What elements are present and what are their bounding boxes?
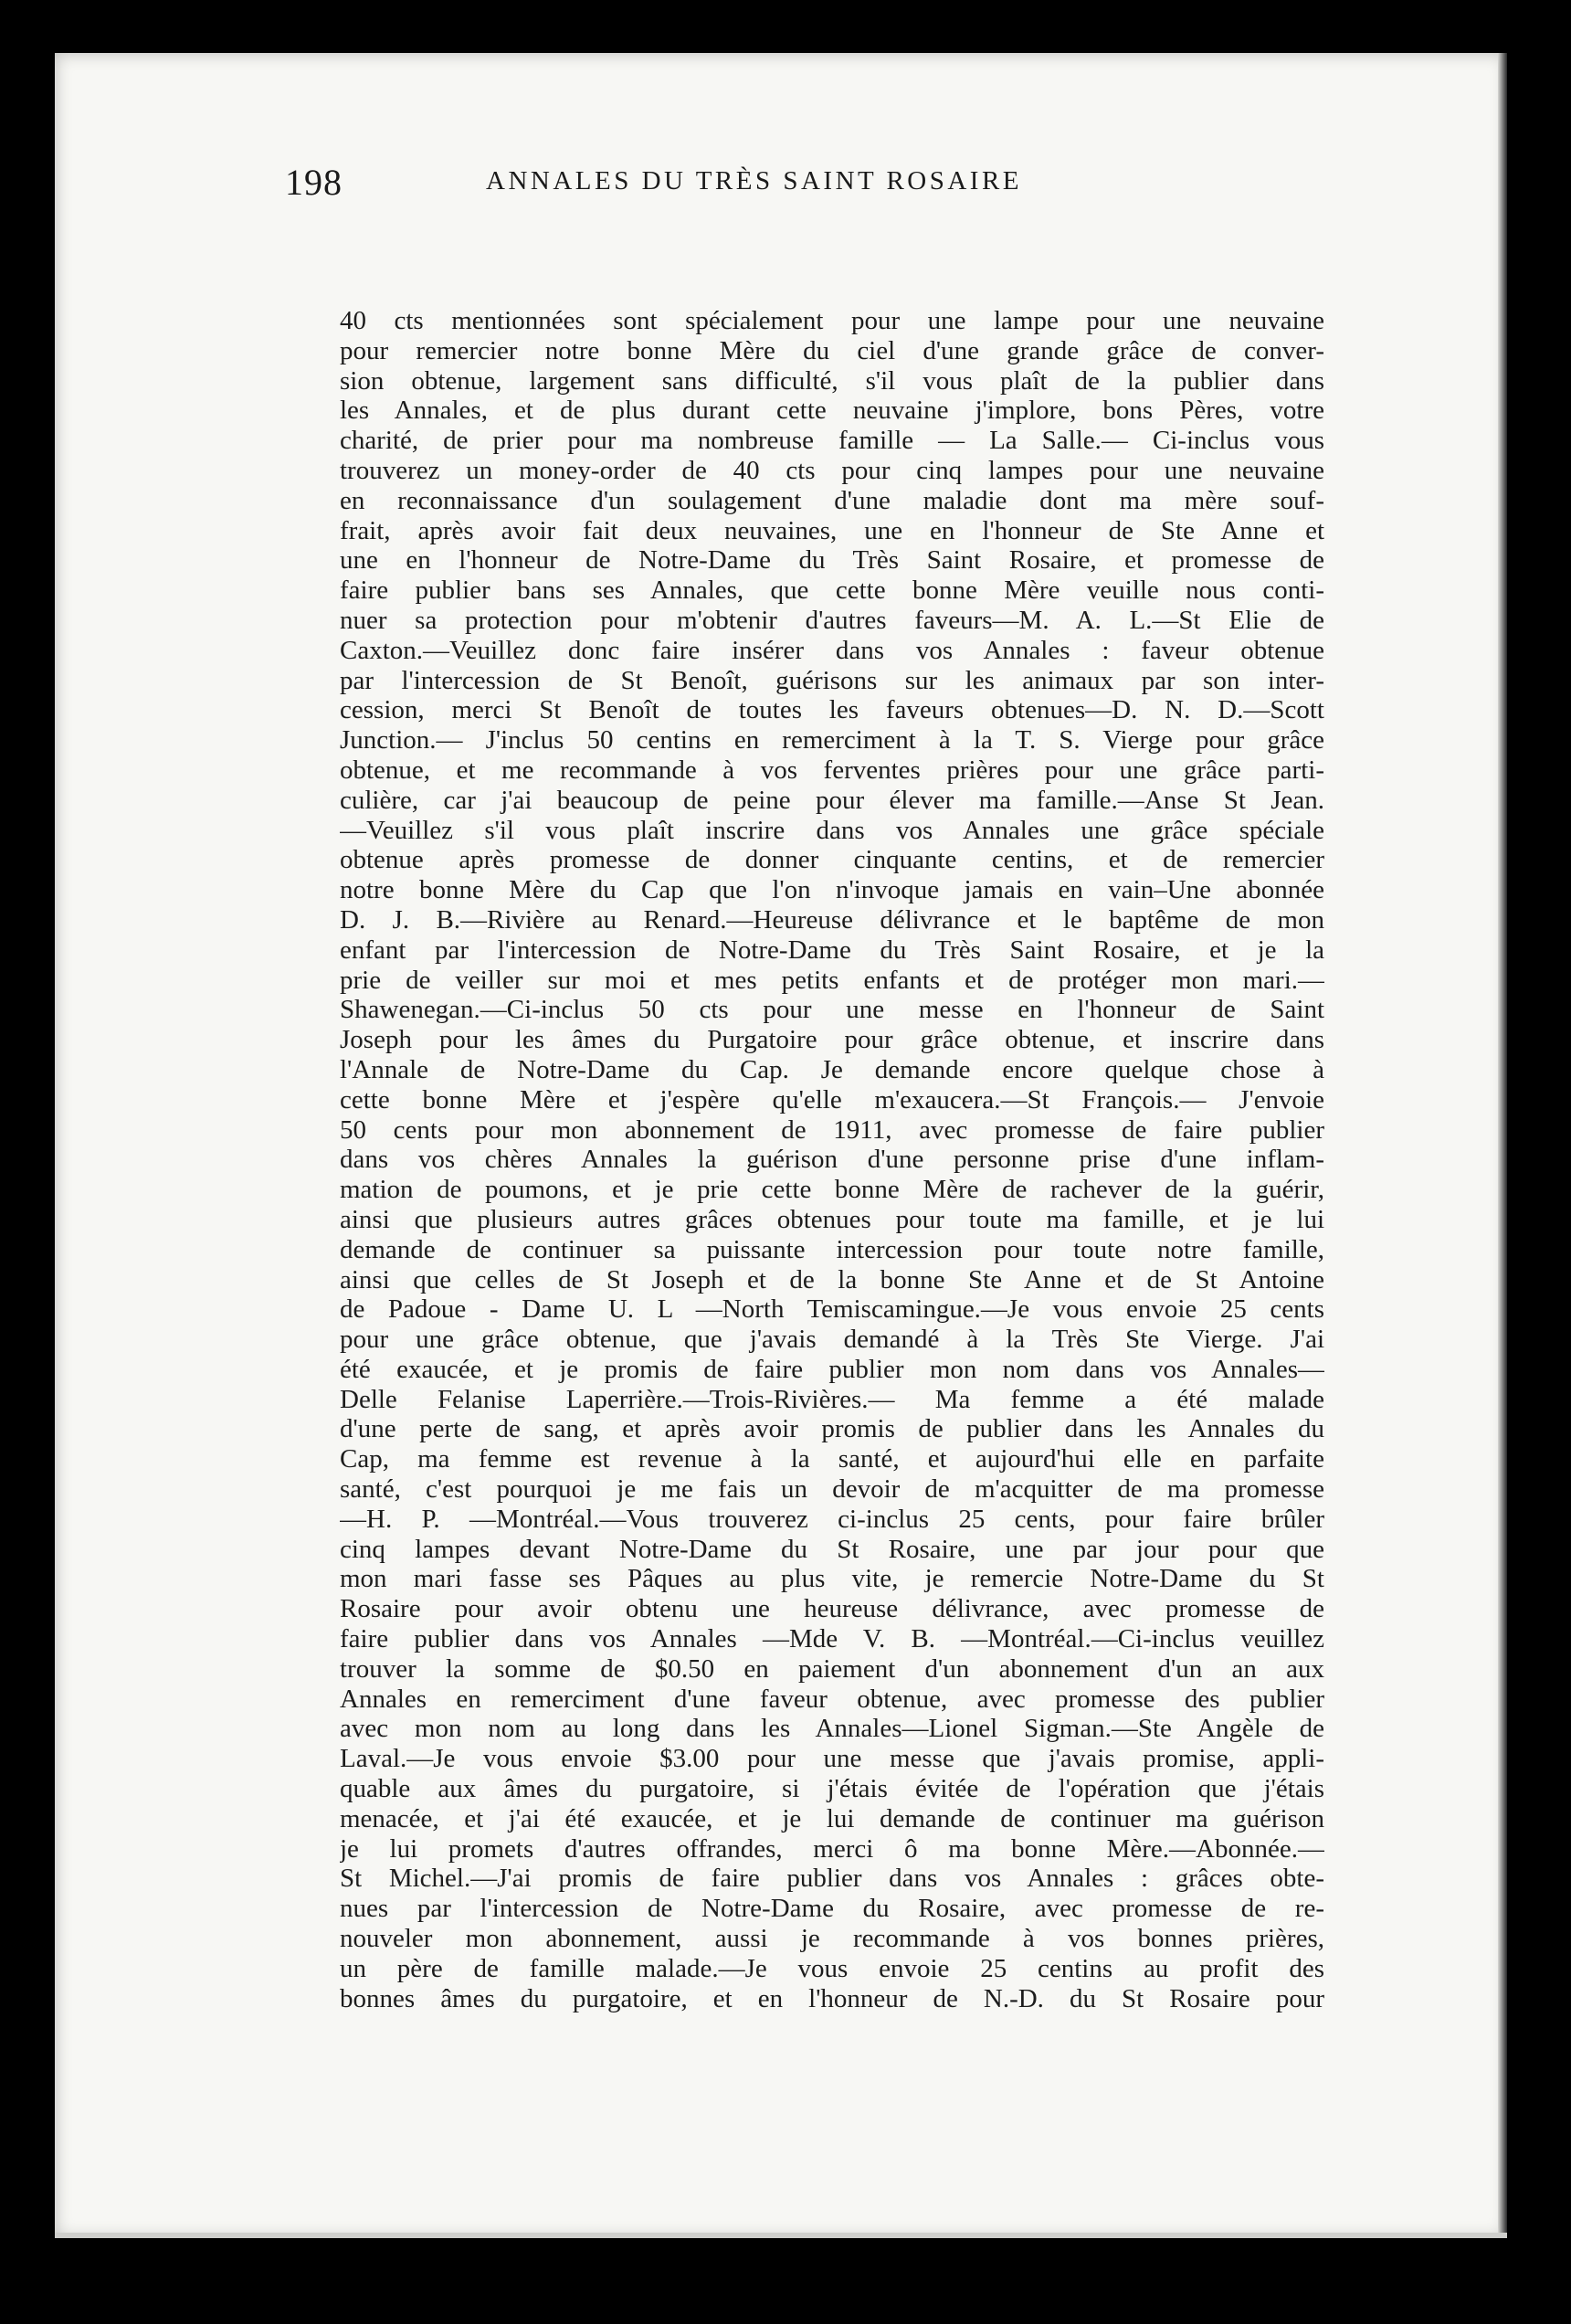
page-edge-shadow — [1498, 53, 1507, 2238]
text-line: Rosaire pour avoir obtenu une heureuse délivrance, avec promesse de — [340, 1594, 1324, 1624]
running-title: ANNALES DU TRÈS SAINT ROSAIRE — [486, 166, 1023, 195]
page-header — [285, 161, 1198, 225]
text-line: 40 cts mentionnées sont spécialement pour une lampe pour une neuvaine — [340, 306, 1324, 335]
page-bottom-edge — [55, 2233, 1507, 2238]
text-line: par l'intercession de St Benoît, guérisons sur les animaux par son inter- — [340, 665, 1324, 695]
text-line: je lui promets d'autres offrandes, merci ô ma bonne Mère.—Abonnée.— — [340, 1833, 1324, 1864]
text-line: charité, de prier pour ma nombreuse famille — La Salle.— Ci-inclus vous — [340, 426, 1324, 456]
text-line: mation de poumons, et je prie cette bonne Mère de rachever de la guérir, — [340, 1175, 1324, 1205]
text-line: trouverez un money-order de 40 cts pour cinq lampes pour une neuvaine — [340, 455, 1324, 485]
text-line: dans vos chères Annales la guérison d'une personne prise d'une inflam- — [340, 1145, 1324, 1175]
text-line: avec mon nom au long dans les Annales—Lionel Sigman.—Ste Angèle de — [340, 1714, 1324, 1744]
text-line: —H. P. —Montréal.—Vous trouverez ci-inclus 25 cents, pour faire brûler — [340, 1504, 1324, 1534]
text-line: Annales en remerciment d'une faveur obtenue, avec promesse des publier — [340, 1684, 1324, 1714]
text-line: faire publier bans ses Annales, que cette bonne Mère veuille nous conti- — [340, 576, 1324, 606]
text-line: notre bonne Mère du Cap que l'on n'invoque jamais en vain–Une abonnée — [340, 875, 1324, 905]
text-line: Caxton.—Veuillez donc faire insérer dans vos Annales : faveur obtenue — [340, 635, 1324, 665]
body-text — [340, 306, 1324, 2013]
text-line: une en l'honneur de Notre-Dame du Très Saint Rosaire, et promesse de — [340, 545, 1324, 576]
text-line: Junction.— J'inclus 50 centins en remerciment à la T. S. Vierge pour grâce — [340, 725, 1324, 755]
text-line: menacée, et j'ai été exaucée, et je lui demande de continuer ma guérison — [340, 1803, 1324, 1833]
text-line: les Annales, et de plus durant cette neuvaine j'implore, bons Pères, votre — [340, 396, 1324, 426]
text-line: Cap, ma femme est revenue à la santé, et aujourd'hui elle en parfaite — [340, 1444, 1324, 1474]
text-line: nouveler mon abonnement, aussi je recommande à vos bonnes prières, — [340, 1924, 1324, 1954]
text-line: été exaucée, et je promis de faire publier mon nom dans vos Annales— — [340, 1354, 1324, 1384]
text-line: Delle Felanise Laperrière.—Trois-Rivières.— Ma femme a été malade — [340, 1384, 1324, 1414]
text-line: frait, après avoir fait deux neuvaines, une en l'honneur de Ste Anne et — [340, 515, 1324, 545]
text-line: de Padoue - Dame U. L —North Temiscamingue.—Je vous envoie 25 cents — [340, 1294, 1324, 1325]
text-line: ainsi que celles de St Joseph et de la bonne Ste Anne et de St Antoine — [340, 1264, 1324, 1294]
text-line: St Michel.—J'ai promis de faire publier dans vos Annales : grâces obte- — [340, 1864, 1324, 1894]
text-line: un père de famille malade.—Je vous envoie 25 centins au profit des — [340, 1953, 1324, 1983]
text-line: 50 cents pour mon abonnement de 1911, avec promesse de faire publier — [340, 1114, 1324, 1145]
text-line: nues par l'intercession de Notre-Dame du Rosaire, avec promesse de re- — [340, 1894, 1324, 1924]
page-number: 198 — [285, 162, 343, 203]
text-line: nuer sa protection pour m'obtenir d'autres faveurs—M. A. L.—St Elie de — [340, 605, 1324, 635]
text-line: l'Annale de Notre-Dame du Cap. Je demande encore quelque chose à — [340, 1054, 1324, 1084]
text-line: Shawenegan.—Ci-inclus 50 cts pour une messe en l'honneur de Saint — [340, 995, 1324, 1025]
text-line: cession, merci St Benoît de toutes les faveurs obtenues—D. N. D.—Scott — [340, 695, 1324, 725]
text-line: santé, c'est pourquoi je me fais un devoir de m'acquitter de ma promesse — [340, 1474, 1324, 1505]
text-line: Joseph pour les âmes du Purgatoire pour grâce obtenue, et inscrire dans — [340, 1025, 1324, 1055]
text-line: cette bonne Mère et j'espère qu'elle m'exaucera.—St François.— J'envoie — [340, 1084, 1324, 1114]
text-line: cinq lampes devant Notre-Dame du St Rosaire, une par jour pour que — [340, 1534, 1324, 1564]
text-line: demande de continuer sa puissante intercession pour toute notre famille, — [340, 1234, 1324, 1264]
text-line: ainsi que plusieurs autres grâces obtenues pour toute ma famille, et je lui — [340, 1204, 1324, 1234]
text-line: D. J. B.—Rivière au Renard.—Heureuse délivrance et le baptême de mon — [340, 904, 1324, 935]
text-line: quable aux âmes du purgatoire, si j'étais évitée de l'opération que j'étais — [340, 1774, 1324, 1804]
text-line: sion obtenue, largement sans difficulté, s'il vous plaît de la publier dans — [340, 365, 1324, 396]
text-line: pour remercier notre bonne Mère du ciel d'une grande grâce de conver- — [340, 335, 1324, 365]
text-line: obtenue après promesse de donner cinquante centins, et de remercier — [340, 845, 1324, 875]
text-line: Laval.—Je vous envoie $3.00 pour une messe que j'avais promise, appli- — [340, 1744, 1324, 1774]
text-line: obtenue, et me recommande à vos ferventes prières pour une grâce parti- — [340, 755, 1324, 785]
text-line: prie de veiller sur moi et mes petits enfants et de protéger mon mari.— — [340, 965, 1324, 995]
text-line: d'une perte de sang, et après avoir promis de publier dans les Annales du — [340, 1414, 1324, 1444]
text-line: mon mari fasse ses Pâques au plus vite, je remercie Notre-Dame du St — [340, 1564, 1324, 1594]
text-line: faire publier dans vos Annales —Mde V. B. —Montréal.—Ci-inclus veuillez — [340, 1624, 1324, 1654]
text-line: —Veuillez s'il vous plaît inscrire dans vos Annales une grâce spéciale — [340, 815, 1324, 845]
text-line: trouver la somme de $0.50 en paiement d'un abonnement d'un an aux — [340, 1653, 1324, 1684]
text-line: en reconnaissance d'un soulagement d'une maladie dont ma mère souf- — [340, 485, 1324, 515]
text-line: pour une grâce obtenue, que j'avais demandé à la Très Ste Vierge. J'ai — [340, 1325, 1324, 1355]
text-line: enfant par l'intercession de Notre-Dame du Très Saint Rosaire, et je la — [340, 935, 1324, 965]
text-line: bonnes âmes du purgatoire, et en l'honneur de N.-D. du St Rosaire pour — [340, 1983, 1324, 2013]
text-line: culière, car j'ai beaucoup de peine pour élever ma famille.—Anse St Jean. — [340, 785, 1324, 815]
